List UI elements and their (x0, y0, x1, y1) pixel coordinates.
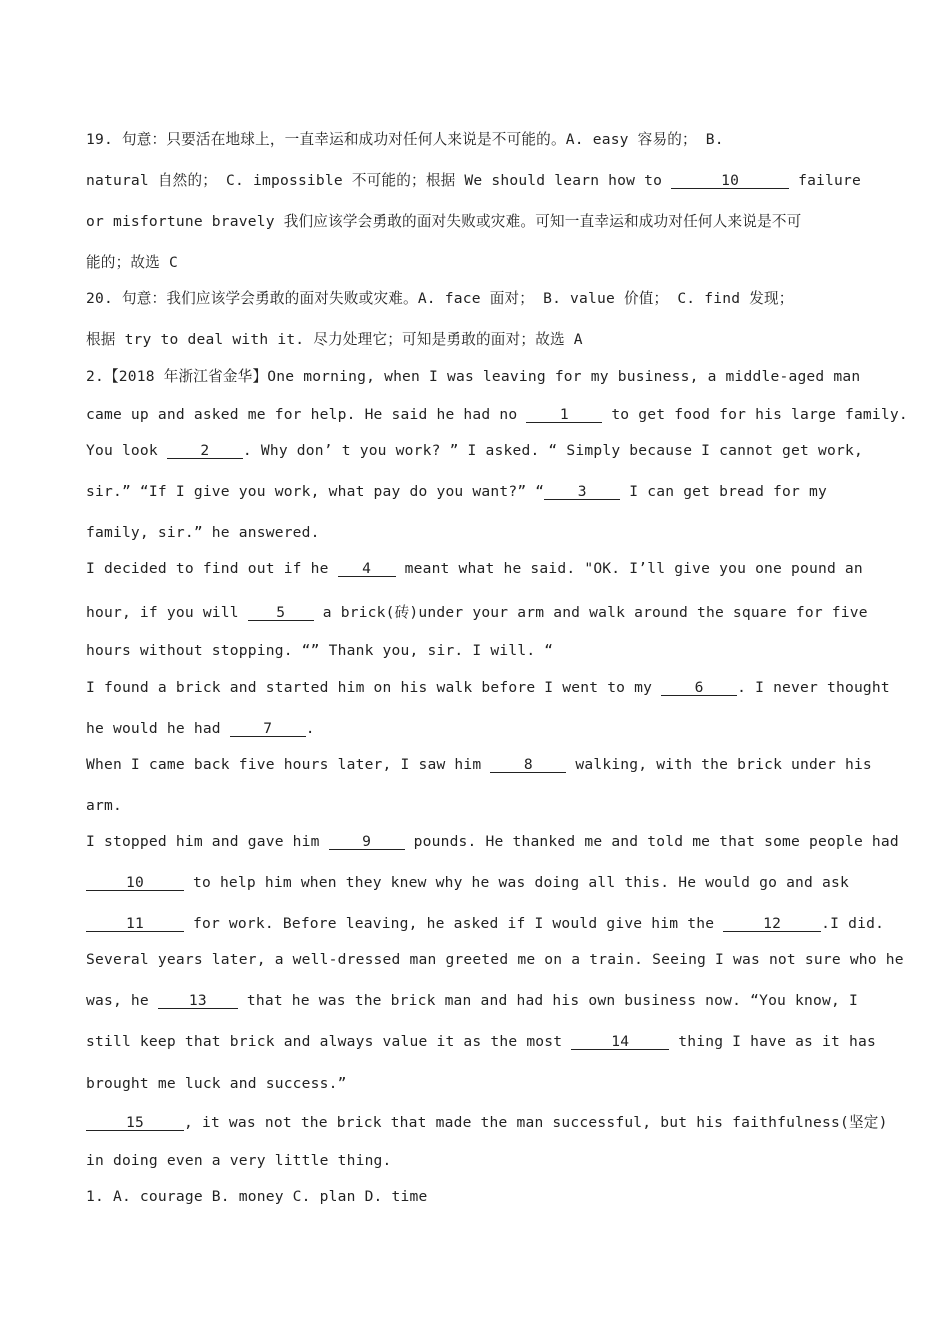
answer-19-line-3: or misfortune bravely 我们应该学会勇敢的面对失败或灾难。可知一直幸运和成功对任何人来说是不可 (86, 213, 802, 230)
passage-line (86, 874, 849, 891)
passage-line: Several years later, a well-dressed man greeted me on a train. Seeing I was not sure who he (86, 951, 904, 968)
text: One morning, when I was leaving for my business, a middle-aged man (267, 368, 861, 385)
text: I decided to find out if he (86, 560, 338, 577)
blank-15: 15 (86, 1116, 184, 1131)
text: came up and asked me for help. He said he had no (86, 406, 527, 423)
blank-1: 1 (526, 408, 602, 423)
answer-19-line-4: 能的；故选 C (86, 254, 178, 271)
source-tag: 2.【2018 年浙江省金华】 (86, 368, 268, 385)
text: walking, with the brick under his (566, 756, 872, 773)
passage-line (86, 756, 872, 773)
text: meant what he said. "OK. I’ll give you one pound an (395, 560, 863, 577)
text: . Why don’ t you work? ” I asked. “ Simply because I cannot get work, (242, 442, 863, 459)
text: natural 自然的； C. impossible 不可能的；根据 We should learn how to (86, 172, 672, 189)
blank-9: 9 (329, 835, 405, 850)
blank-7: 7 (230, 722, 306, 737)
blank-6: 6 (661, 681, 737, 696)
passage-line (86, 915, 884, 932)
answer-19-line-2 (86, 169, 861, 190)
passage-line: in doing even a very little thing. (86, 1152, 392, 1169)
passage-line: family, sir.” he answered. (86, 524, 320, 541)
text: I found a brick and started him on his walk before I went to my (86, 679, 662, 696)
text: . I never thought (737, 679, 890, 696)
text: pounds. He thanked me and told me that some people had (404, 833, 899, 850)
blank-5: 5 (248, 606, 314, 621)
passage-line (86, 483, 827, 500)
passage-line: hours without stopping. “” Thank you, sir. I will. “ (86, 642, 554, 659)
text: When I came back five hours later, I saw him (86, 756, 491, 773)
blank-13: 13 (158, 994, 238, 1009)
passage-line (86, 833, 899, 850)
passage-line (86, 1111, 888, 1132)
passage-line (86, 560, 863, 577)
text: to help him when they knew why he was doing all this. He would go and ask (184, 874, 849, 891)
blank-10: 10 (86, 876, 184, 891)
blank-12: 12 (723, 917, 821, 932)
text: was, he (86, 992, 158, 1009)
text: .I did. (821, 915, 885, 932)
text: , it was not the brick that made the man successful, but his faithfulness(坚定) (184, 1114, 888, 1131)
text: he would he had (86, 720, 230, 737)
text: . (305, 720, 315, 737)
text: I stopped him and gave him (86, 833, 329, 850)
blank-4: 4 (338, 562, 396, 577)
text: for work. Before leaving, he asked if I would give him the (184, 915, 724, 932)
passage-line: brought me luck and success.” (86, 1075, 347, 1092)
passage-line (86, 406, 908, 423)
blank-3: 3 (544, 485, 620, 500)
answer-20-line-1: 20. 句意：我们应该学会勇敢的面对失败或灾难。A. face 面对； B. value 价值； C. find 发现； (86, 290, 794, 307)
text: that he was the brick man and had his own business now. “You know, I (237, 992, 858, 1009)
answer-20-line-2: 根据 try to deal with it. 尽力处理它；可知是勇敢的面对；故选 A (86, 331, 583, 348)
passage-line (86, 679, 890, 696)
text: a brick(砖)under your arm and walk around the square for five (313, 604, 868, 621)
text: failure (789, 172, 861, 189)
passage-line (86, 720, 315, 737)
text: hour, if you will (86, 604, 248, 621)
passage-line: arm. (86, 797, 122, 814)
blank-2: 2 (167, 444, 243, 459)
passage-line (86, 992, 858, 1009)
passage-heading (86, 365, 860, 386)
question-1-options: 1. A. courage B. money C. plan D. time (86, 1188, 428, 1205)
passage-line (86, 442, 863, 459)
blank-10: 10 (671, 174, 789, 189)
blank-8: 8 (490, 758, 566, 773)
text: sir.” “If I give you work, what pay do you want?” “ (86, 483, 545, 500)
text: I can get bread for my (620, 483, 827, 500)
text: thing I have as it has (669, 1033, 876, 1050)
blank-14: 14 (571, 1035, 669, 1050)
passage-line (86, 1033, 876, 1050)
answer-19-line-1: 19. 句意：只要活在地球上，一直幸运和成功对任何人来说是不可能的。A. easy 容易的； B. (86, 131, 724, 148)
text: You look (86, 442, 167, 459)
blank-11: 11 (86, 917, 184, 932)
text: still keep that brick and always value it as the most (86, 1033, 572, 1050)
text: to get food for his large family. (602, 406, 908, 423)
passage-line (86, 601, 868, 622)
